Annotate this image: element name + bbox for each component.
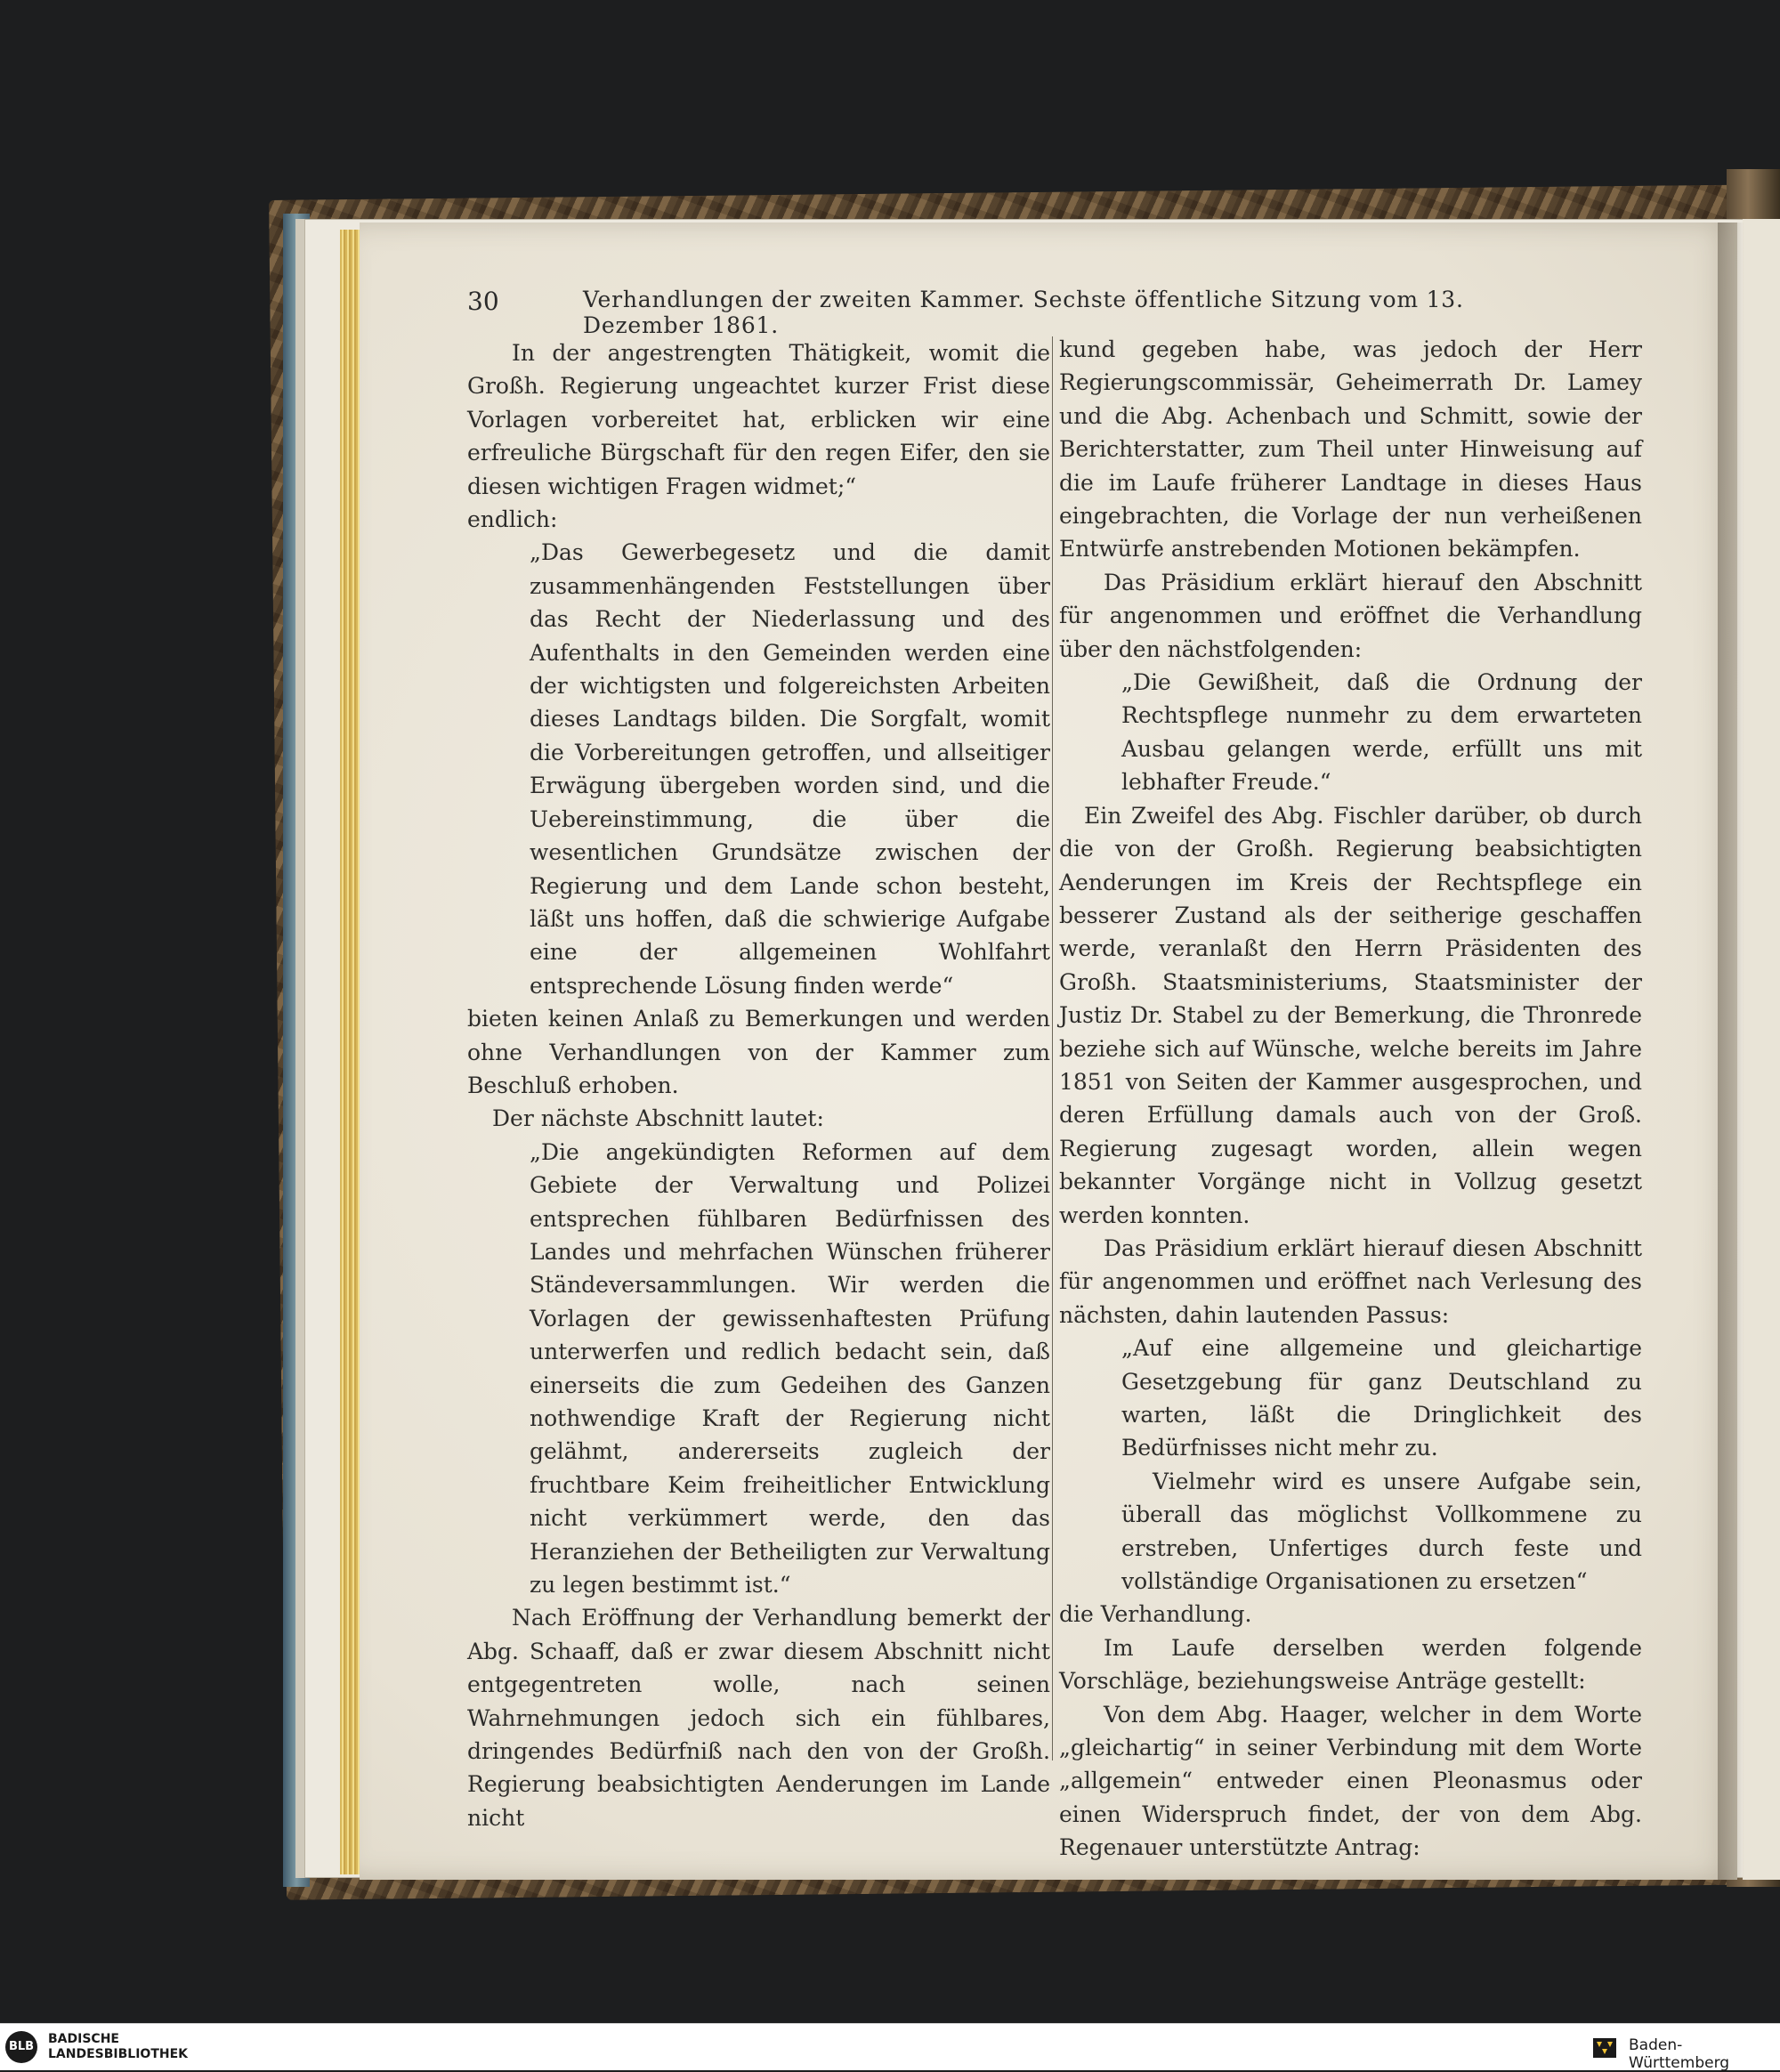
paragraph: In der angestrengten Thätigkeit, womit die Großh. Regierung ungeachtet kurzer Frist diese Vorlagen vorbereitet hat, erblicken wir eine erfreuliche Bürgschaft für den regen Eifer, den sie diesen wichtigen Fragen widmet;“ bbox=[467, 340, 1050, 499]
library-name bbox=[48, 2032, 188, 2062]
paragraph: „Das Gewerbegesetz und die damit zusammenhängenden Feststellungen über das Recht der Niederlassung und des Aufenthalts in den Gemeinden werden eine der wichtigsten und folgereichsten Arbeiten dieses Landtags bilden. Die Sorgfalt, womit die Vorbereitungen getroffen, und allseitiger Erwägung übergeben worden sind, und die Uebereinstimmung, die über die wesentlichen Grundsätze zwischen der Regierung und dem Lande schon besteht, läßt uns hoffen, daß die schwierige Aufgabe eine der allgemeinen Wohlfahrt entsprechende Lösung finden werde“ bbox=[530, 539, 1050, 999]
page-gutter-shadow bbox=[1718, 223, 1744, 1880]
library-name-line1: BADISCHE bbox=[48, 2032, 119, 2046]
paragraph: Nach Eröffnung der Verhandlung bemerkt der Abg. Schaaff, daß er zwar diesem Abschnitt nicht entgegentreten wolle, nach seinen Wahrnehmungen jedoch sich ein fühlbares, dringendes Bedürfniß nach den von der Großh. Regierung beabsichtigten Aenderungen im Lande nicht bbox=[467, 1605, 1050, 1831]
running-head: Verhandlungen der zweiten Kammer. Sechste öffentliche Sitzung vom 13. Dezember 1861. bbox=[583, 287, 1464, 338]
library-name-line2: LANDESBIBLIOTHEK bbox=[48, 2047, 189, 2061]
blb-logo-icon: BLB bbox=[5, 2031, 37, 2063]
column-divider bbox=[1052, 336, 1053, 1760]
baden-wuerttemberg-crest-icon bbox=[1591, 2035, 1618, 2060]
facing-page-edge bbox=[1743, 219, 1780, 1880]
paragraph: „Auf eine allgemeine und gleichartige Gesetzgebung für ganz Deutschland zu warten, läßt die Dringlichkeit des Bedürfnisses nicht mehr zu. bbox=[1121, 1335, 1642, 1461]
paragraph: Ein Zweifel des Abg. Fischler darüber, ob durch die von der Großh. Regierung beabsichtigten Aenderungen im Kreis der Rechtspflege ein besserer Zustand als der seitherige geschaffen werde, veranlaßt den Herrn Präsidenten des Großh. Staatsministeriums, Staatsminister der Justiz Dr. Stabel zu der Bemerkung, die Thronrede beziehe sich auf Wünsche, welche bereits im Jahre 1851 von Seiten der Kammer ausgesprochen, und deren Erfüllung damals auch von der Groß. Regierung zugesagt worden, allein wegen bekannter Vorgänge nicht in Vollzug gesetzt werden konnten. bbox=[1059, 802, 1642, 1228]
page-number: 30 bbox=[467, 287, 499, 316]
paragraph: Von dem Abg. Haager, welcher in dem Worte „gleichartig“ in seiner Verbindung mit dem Worte „allgemein“ entweder einen Pleonasmus oder einen Widerspruch findet, der von dem Abg. Regenauer unterstützte Antrag: bbox=[1059, 1701, 1642, 1861]
paragraph: Vielmehr wird es unsere Aufgabe sein, überall das möglichst Vollkommene zu erstreben, Unfertiges durch feste und vollständige Organisationen zu ersetzen“ bbox=[1121, 1468, 1642, 1595]
paragraph: kund gegeben habe, was jedoch der Herr Regierungscommissär, Geheimerrath Dr. Lamey und die Abg. Achenbach und Schmitt, sowie der Berichterstatter, zum Theil unter Hinweisung auf die im Laufe früherer Landtage in dieses Haus eingebrachten, die Vorlage der nun verheißenen Entwürfe anstrebenden Motionen bekämpfen. bbox=[1059, 336, 1642, 563]
paragraph: Das Präsidium erklärt hierauf den Abschnitt für angenommen und eröffnet die Verhandlung über den nächstfolgenden: bbox=[1059, 569, 1642, 662]
right-text-column bbox=[1059, 333, 1642, 1865]
paragraph: bieten keinen Anlaß zu Bemerkungen und werden ohne Verhandlungen von der Kammer zum Beschluß erhoben. bbox=[467, 1006, 1050, 1098]
paragraph: „Die Gewißheit, daß die Ordnung der Rechtspflege nunmehr zu dem erwarteten Ausbau gelangen werde, erfüllt uns mit lebhafter Freude.“ bbox=[1121, 669, 1642, 796]
paragraph: Das Präsidium erklärt hierauf diesen Abschnitt für angenommen und eröffnet nach Verlesung des nächsten, dahin lautenden Passus: bbox=[1059, 1234, 1642, 1328]
page-header bbox=[467, 287, 1517, 338]
paragraph: endlich: bbox=[467, 506, 558, 533]
state-name: Baden-Württemberg bbox=[1629, 2036, 1730, 2072]
paragraph: Im Laufe derselben werden folgende Vorschläge, beziehungsweise Anträge gestellt: bbox=[1059, 1634, 1642, 1695]
paragraph: die Verhandlung. bbox=[1059, 1601, 1252, 1628]
gilt-page-edge bbox=[340, 230, 360, 1874]
viewer-footer bbox=[0, 2023, 1780, 2070]
paragraph: Der nächste Abschnitt lautet: bbox=[492, 1105, 824, 1132]
left-text-column bbox=[467, 336, 1050, 1834]
paragraph: „Die angekündigten Reformen auf dem Gebiete der Verwaltung und Polizei entsprechen fühlbaren Bedürfnissen des Landes und mehrfachen Wünschen früherer Ständeversammlungen. Wir werden die Vorlagen der gewissenhaftesten Prüfung unterwerfen und redlich bedacht sein, daß einerseits die zum Gedeihen des Ganzen nothwendige Kraft der Regierung nicht gelähmt, andererseits zugleich der fruchtbare Keim freiheitlicher Entwicklung nicht verkümmert werde, den das Heranziehen der Betheiligten zur Verwaltung zu legen bestimmt ist.“ bbox=[530, 1138, 1050, 1599]
